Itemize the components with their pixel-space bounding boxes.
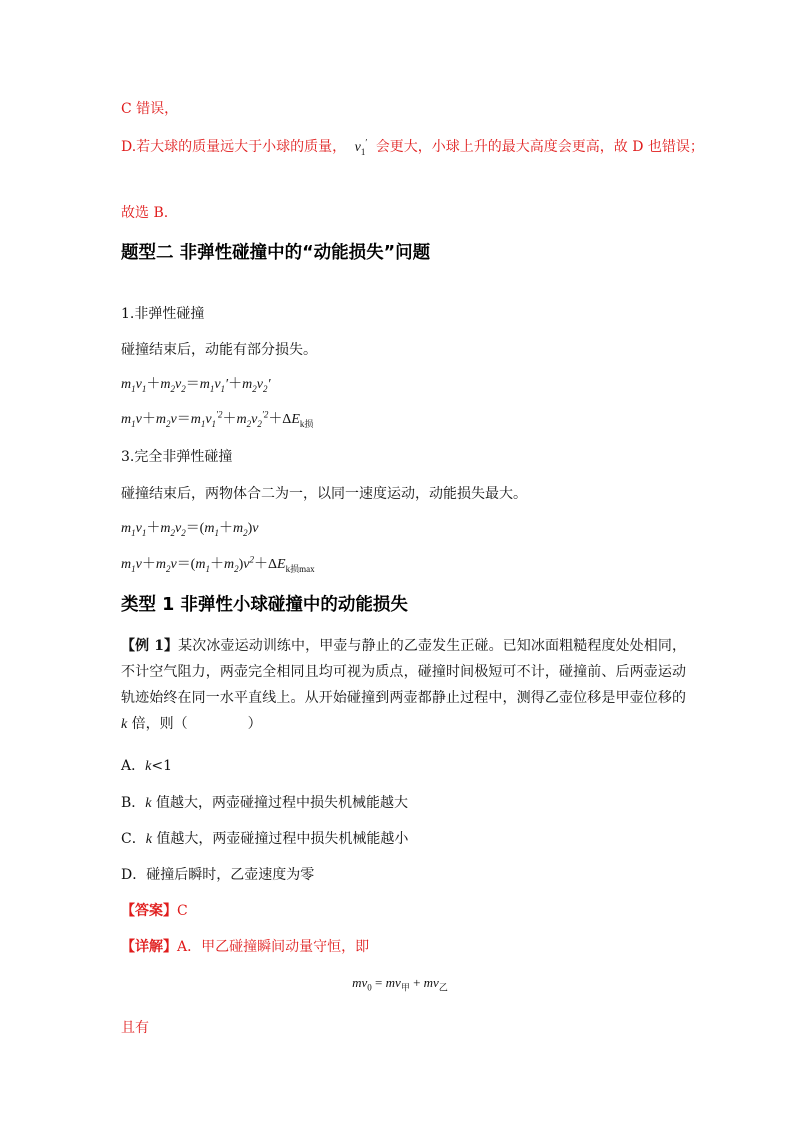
option-b-text: 值越大，两壶碰撞过程中损失机械能越大 [151, 795, 408, 811]
example-tag: 【例 1】 [121, 638, 179, 654]
eq-sub-jia: 甲 [400, 982, 410, 993]
section-title: 题型二 非弹性碰撞中的“动能损失”问题 [121, 243, 431, 263]
answer-value: C [177, 903, 188, 919]
option-b-k: k [145, 796, 152, 811]
option-d [121, 864, 314, 884]
option-a-text: <1 [151, 758, 172, 774]
velocity-symbol [351, 137, 372, 157]
sub1-desc: 碰撞结束后，动能有部分损失。 [121, 342, 317, 358]
option-b [121, 792, 408, 812]
detail-tag: 【详解】 [121, 939, 177, 955]
line-choose-b: 故选 B. [121, 205, 169, 221]
sub1-heading: 1.非弹性碰撞 [121, 306, 205, 322]
answer-tag: 【答案】 [121, 903, 177, 919]
detail-text: A．甲乙碰撞瞬间动量守恒，即 [177, 939, 370, 955]
sub3-heading: 3.完全非弹性碰撞 [121, 449, 233, 465]
d-prefix: D.若大球的质量远大于小球的质量， [121, 139, 347, 155]
option-a [121, 755, 172, 775]
example-text: 某次冰壶运动训练中，甲壶与静止的乙壶发生正碰。已知冰面粗糙程度处处相同，不计空气阻力，两壶完全相同且均可视为质点，碰撞时间极短可不计，碰撞前、后两壶运动轨迹始终在同一水平直线上。从开始碰撞到两壶都静止过程中，测得乙壶位移是甲壶位移的 [121, 638, 686, 706]
example-text-end: 倍，则（ [127, 716, 188, 732]
v-letter: v [354, 140, 361, 155]
eq-sub-yi: 乙 [438, 982, 448, 993]
loss-subscript: k损 [299, 418, 314, 429]
line-d-wrong [121, 136, 704, 157]
v-prime: ′ [365, 137, 368, 148]
option-a-k: k [145, 759, 152, 774]
momentum-equation: $mv_0 = mv_甲 + mv_乙$ [352, 975, 448, 993]
sub3-desc: 碰撞结束后，两物体合二为一，以同一速度运动，动能损失最大。 [121, 486, 527, 502]
formula-energy-1: $m_1v+m_2v=m_1v_1^{'2}+m_2v_2^{'2}+\Delta E_{k损}$ [121, 409, 314, 429]
formula-energy-2: $m_1v+m_2v=(m_1+m_2)v^2+\Delta E_{k损max}$ [121, 554, 315, 574]
d-suffix: 会更大，小球上升的最大高度会更高，故 D 也错误； [375, 139, 704, 155]
option-d-letter: D． [121, 867, 147, 883]
option-b-letter: B． [121, 795, 146, 811]
answer-line [121, 900, 188, 920]
line-c-wrong: C 错误， [121, 101, 179, 117]
option-c [121, 828, 408, 848]
formula-momentum-1: $m_1v_1+m_2v_2=m_1v_1'+m_2v_2'$ [121, 377, 271, 394]
eq-sub-0: 0 [367, 982, 372, 993]
type1-title: 类型 1 非弹性小球碰撞中的动能损失 [121, 595, 408, 615]
v-sub: 1 [360, 146, 366, 157]
example-paragraph [121, 633, 686, 738]
option-a-letter: A． [121, 758, 146, 774]
option-c-text: 值越大，两壶碰撞过程中损失机械能越小 [151, 831, 409, 847]
detail-line [121, 936, 369, 956]
option-c-k: k [145, 832, 152, 847]
loss-max-subscript: k损max [285, 563, 315, 574]
example-close-paren: ） [247, 716, 262, 732]
also-line: 且有 [121, 1020, 149, 1036]
option-c-letter: C． [121, 831, 146, 847]
option-d-text: 碰撞后瞬时，乙壶速度为零 [146, 867, 315, 883]
example-k: k [121, 717, 128, 732]
formula-momentum-2: $m_1v_1+m_2v_2=(m_1+m_2)v$ [121, 521, 259, 538]
